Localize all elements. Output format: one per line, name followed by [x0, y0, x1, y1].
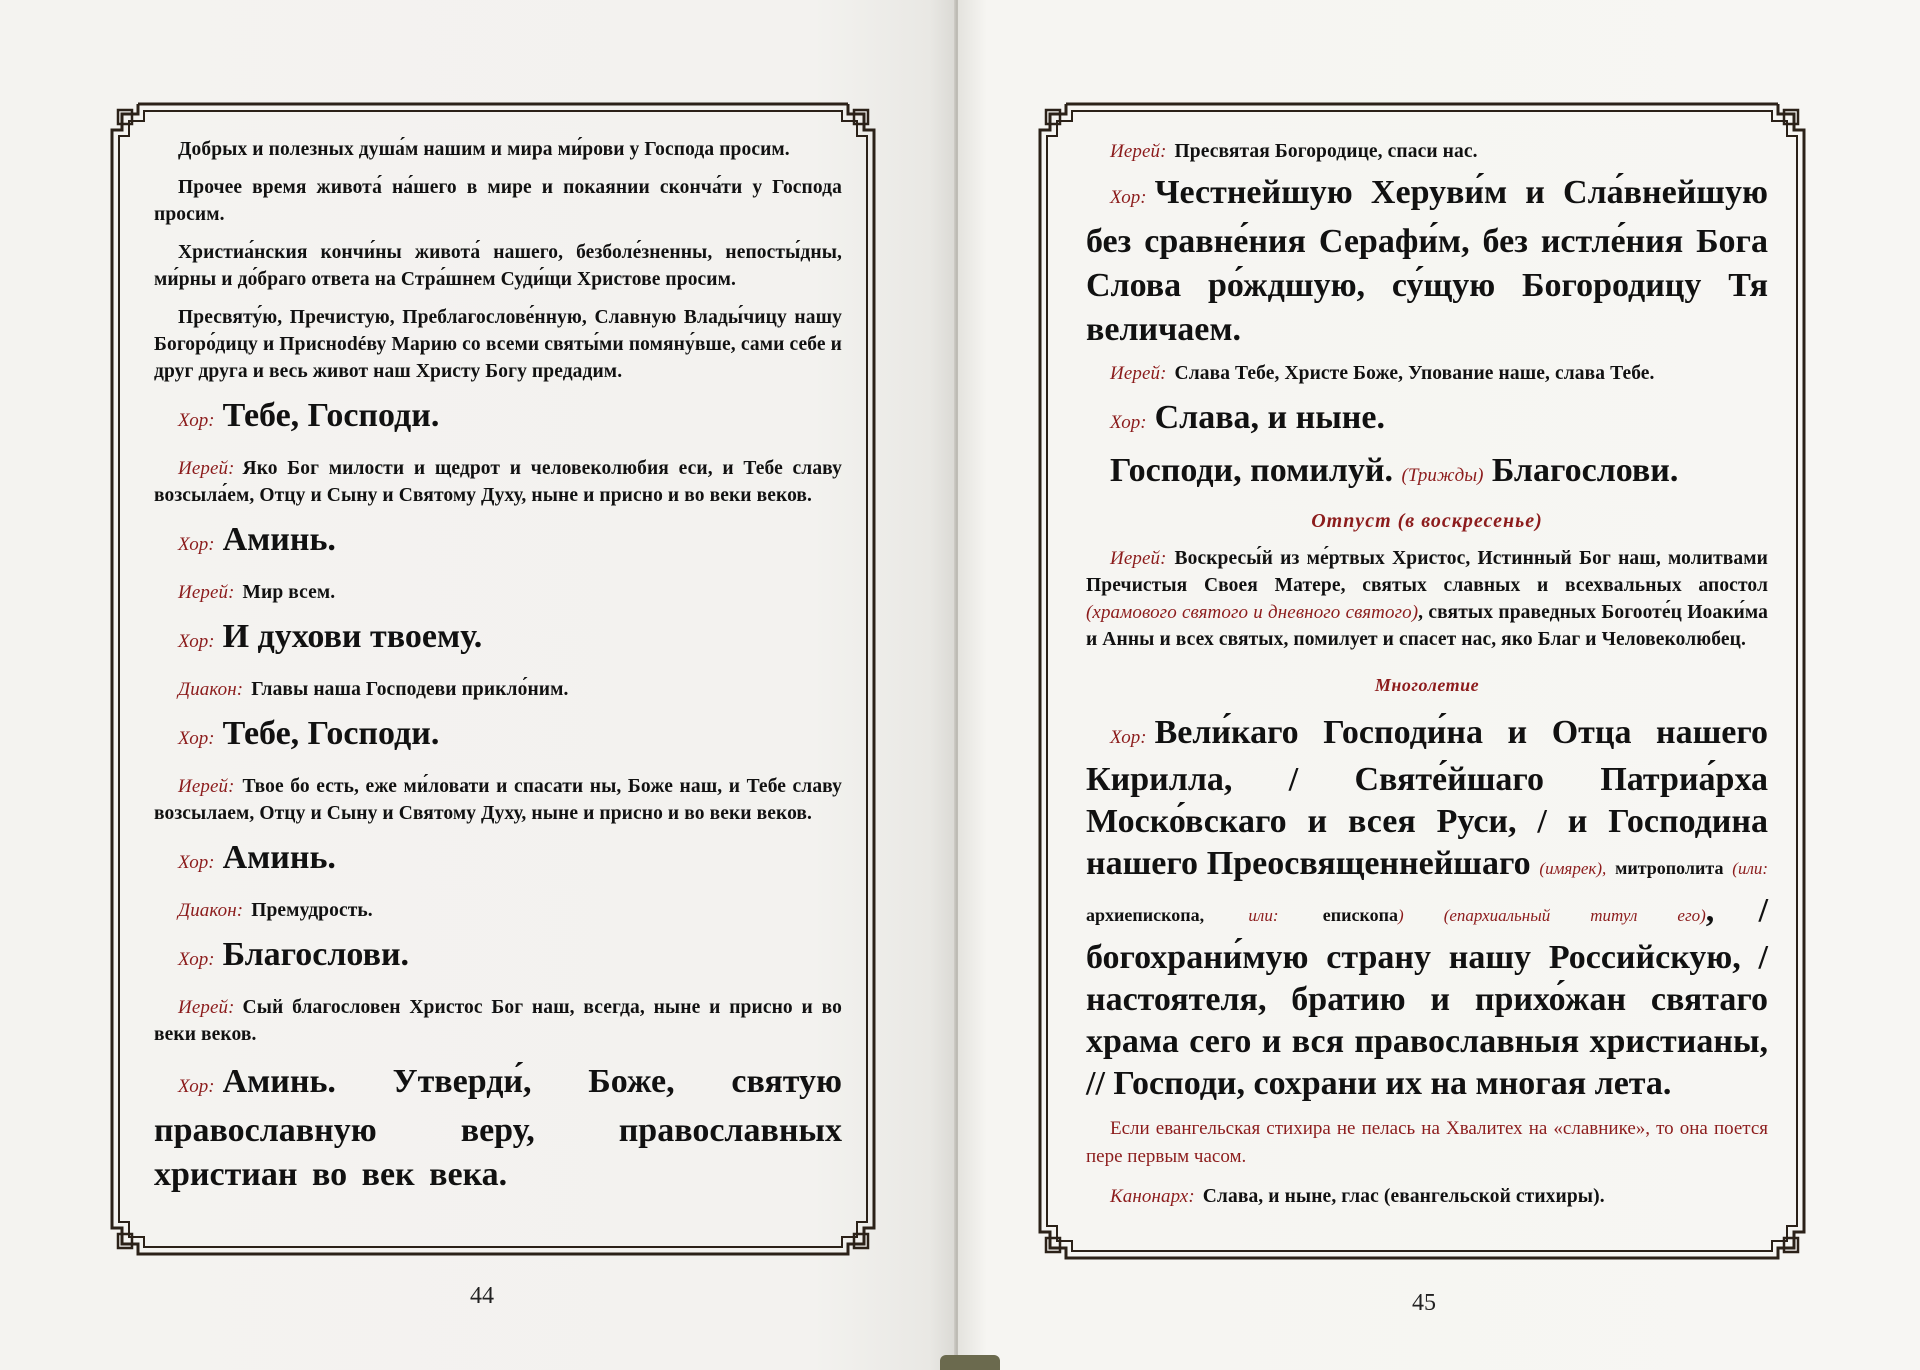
speaker-label: Хор:	[178, 631, 215, 652]
response-text: Аминь.	[222, 839, 336, 876]
line-text: Слава Тебе, Христе Боже, Упование наше, слава Тебе.	[1174, 363, 1655, 384]
line-text: Твое бо есть, еже ми́ловати и спасати ны, Боже наш, и Тебе славу возсылаем, Отцу и Сыну и Святому Духу, ныне и присно и во веки веков.	[154, 776, 842, 824]
kyrie-line	[1086, 451, 1768, 496]
rubric: (имярек),	[1539, 859, 1607, 878]
line-text: Сый благословен Христос Бог наш, всегда, ныне и присно и во веки веков.	[154, 997, 842, 1045]
response-text: Слава, и ныне.	[1154, 399, 1385, 436]
hymn-text: , / богохрани́мую страну нашу Российскую, / настоятеля, братию и прихо́жан святаго храма сего и вся православныя христианы, // Господи, сохрани их на многая лета.	[1086, 892, 1769, 1102]
rubric: (Трижды)	[1401, 465, 1484, 486]
speaker-label: Хор:	[1110, 412, 1147, 433]
left-page	[0, 0, 958, 1370]
speaker-label: Иерей:	[1110, 548, 1167, 569]
response-text: Тебе, Господи.	[222, 397, 440, 434]
speaker-label: Канонарх:	[1110, 1186, 1195, 1207]
choir-response	[154, 838, 842, 883]
line-text: Премудрость.	[251, 900, 373, 921]
page-number: 45	[1412, 1290, 1436, 1316]
speaker-label: Хор:	[1110, 727, 1147, 748]
speaker-label: Диакон:	[178, 900, 244, 921]
rubric: (храмового святого и дневного святого)	[1086, 602, 1419, 623]
decorative-frame	[1036, 100, 1808, 1262]
section-heading-dismissal: Отпуст (в воскресенье)	[1311, 510, 1543, 532]
line-text: Воскресы́й из ме́ртвых Христос, Истинный Бог наш, молитвами Пречистыя Своея Матере, святых славных и всехвальных апостол	[1086, 548, 1768, 596]
title-word: епископа	[1322, 905, 1399, 925]
speaker-label: Диакон:	[178, 679, 244, 700]
petition: Добрых и полезных душа́м нашим и мира ми́рови у Господа просим.	[178, 139, 790, 160]
choir-response	[154, 520, 842, 565]
line-text: Слава, и ныне, глас (евангельской стихиры).	[1202, 1186, 1605, 1207]
speaker-label: Хор:	[178, 852, 215, 873]
canonarch-line	[1086, 1183, 1768, 1210]
page-number: 44	[470, 1283, 494, 1309]
deacon-line	[154, 676, 842, 703]
speaker-label: Иерей:	[178, 776, 235, 797]
petition: Христиа́нския кончи́ны живота́ нашего, безболе́зненны, непосты́дны, ми́рны и до́браго ответа на Стра́шнем Суди́щи Христове просим.	[154, 242, 842, 290]
priest-line	[154, 773, 842, 827]
kyrie-text: Господи, помилуй.	[1110, 452, 1393, 489]
response-text: Тебе, Господи.	[222, 715, 440, 752]
priest-line	[154, 579, 842, 606]
speaker-label: Иерей:	[1110, 363, 1167, 384]
rubric: ) (епархиальный титул его)	[1398, 906, 1706, 925]
priest-line	[154, 455, 842, 509]
title-word: архиепископа,	[1086, 905, 1205, 925]
speaker-label: Хор:	[178, 1076, 215, 1097]
priest-line	[1086, 138, 1768, 165]
speaker-label: Иерей:	[178, 458, 235, 479]
speaker-label: Иерей:	[1110, 141, 1167, 162]
hymn-text: Вели́каго Господи́на и Отца нашего Кирилла, / Святе́йшаго Патриа́рха Моско́вскаго и всея Руси, / и Господина нашего Преосвященнейшаго	[1086, 714, 1768, 882]
speaker-label: Хор:	[178, 410, 215, 431]
speaker-label: Иерей:	[178, 997, 235, 1018]
speaker-label: Иерей:	[178, 582, 235, 603]
speaker-label: Хор:	[178, 728, 215, 749]
speaker-label: Хор:	[178, 949, 215, 970]
line-text: Яко Бог милости и щедрот и человеколюбия еси, и Тебе славу возсыла́ем, Отцу и Сыну и Святому Духу, ныне и присно и во веки веков.	[154, 458, 842, 506]
title-word: митрополита	[1615, 858, 1724, 878]
choir-hymn	[1086, 171, 1768, 352]
priest-line	[1086, 360, 1768, 387]
decorative-frame	[108, 100, 878, 1258]
line-text: Главы наша Господеви прикло́ним.	[251, 679, 569, 700]
choir-response	[1086, 398, 1768, 443]
response-text: Благослови.	[222, 936, 410, 973]
hymn-text: Честнейшую Херуви́м и Сла́внейшую без сравне́ния Серафи́м, без истле́ния Бога Слова ро́ждшую, су́щую Богородицу Тя величаем.	[1086, 174, 1768, 348]
rubric: или:	[1248, 906, 1279, 925]
line-text: , святых праведных Богооте́ц Иоаки́ма и Анны и всех святых, помилует и спасет нас, яко Благ и Человеколюбец.	[1086, 602, 1768, 650]
book-edge-shadow	[940, 1355, 1000, 1370]
choir-response	[154, 617, 842, 662]
speaker-label: Хор:	[178, 534, 215, 555]
rubric-note: Если евангельская стихира не пелась на Хвалитех на «славнике», то она поется пере первым часом.	[1086, 1118, 1768, 1167]
line-text: Мир всем.	[242, 582, 336, 603]
rubric: (или:	[1732, 859, 1769, 878]
bless-text: Благослови.	[1491, 452, 1679, 489]
choir-response-final	[154, 1060, 842, 1197]
choir-response	[154, 935, 842, 980]
choir-response	[154, 714, 842, 759]
choir-response	[154, 396, 842, 441]
response-text: Аминь. Утверди́, Боже, святую православную веру, православных христиан во век века.	[154, 1063, 842, 1193]
section-heading-polychronion: Многолетие	[1374, 675, 1480, 695]
deacon-line	[154, 897, 842, 924]
polychronion-text	[1086, 712, 1768, 1105]
dismissal-text	[1086, 545, 1768, 653]
priest-line	[154, 994, 842, 1048]
response-text: Аминь.	[222, 521, 336, 558]
speaker-label: Хор:	[1110, 187, 1147, 208]
petition: Пресвяту́ю, Пречистую, Преблагослове́нную, Славную Влады́чицу нашу Богоро́дицу и Приснodéву Марию со всеми святы́ми помяну́вше, сами себе и друг друга и весь живот наш Христу Богу предадим.	[154, 307, 842, 382]
response-text: И духови твоему.	[222, 618, 483, 655]
line-text: Пресвятая Богородице, спаси нас.	[1174, 141, 1478, 162]
petition: Прочее время живота́ на́шего в мире и покаянии сконча́ти у Господа просим.	[154, 177, 842, 225]
